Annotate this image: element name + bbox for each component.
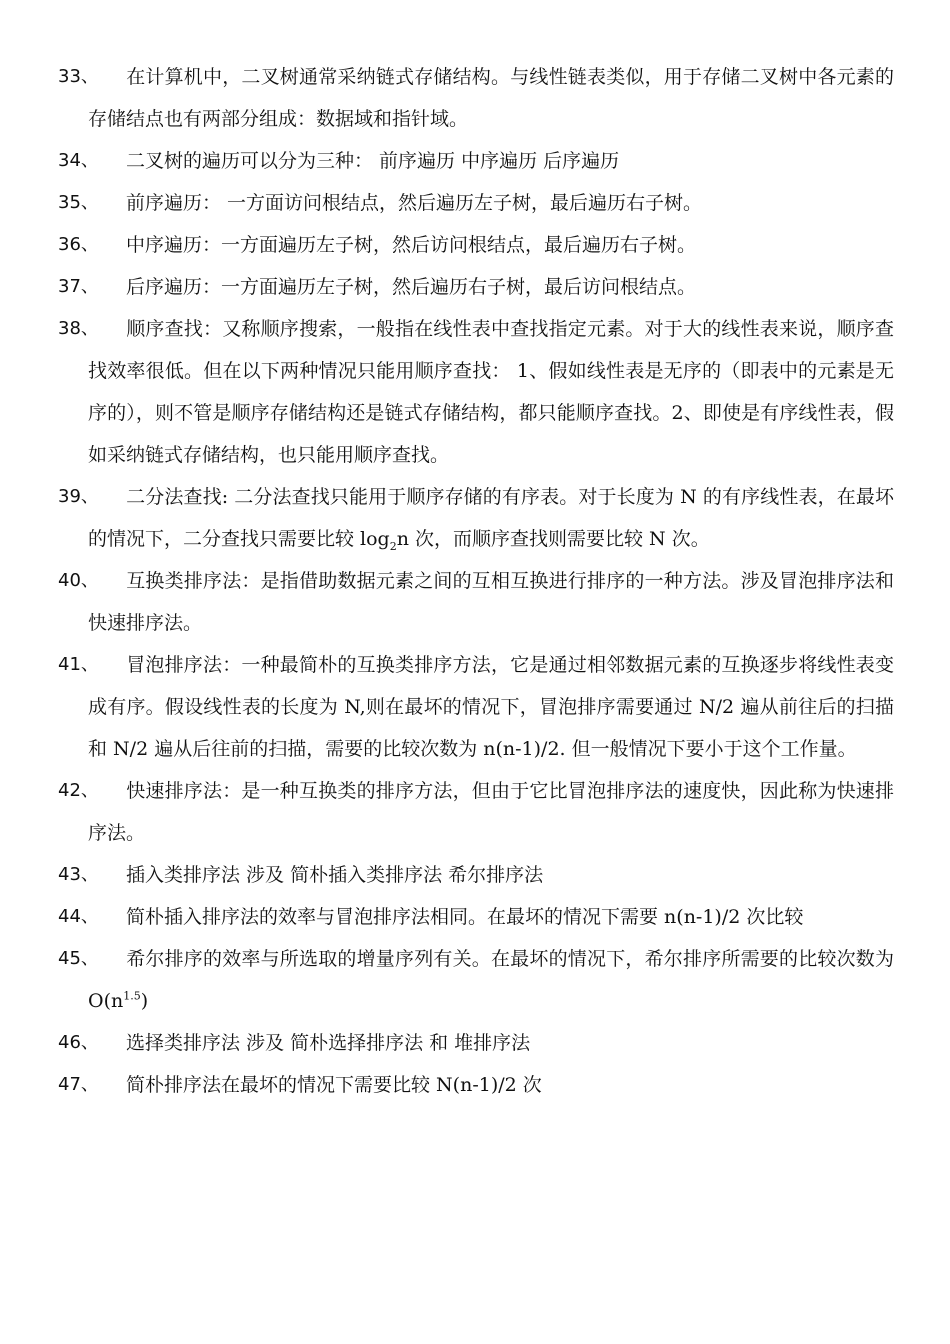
list-item xyxy=(58,644,894,770)
item-number: 34、 xyxy=(58,150,99,171)
item-number: 35、 xyxy=(58,192,99,213)
list-item xyxy=(58,182,894,224)
item-number: 45、 xyxy=(58,948,99,969)
item-text: 中序遍历：一方面遍历左子树，然后访问根结点，最后遍历右子树。 xyxy=(126,234,697,256)
item-text: 简朴排序法在最坏的情况下需要比较 N(n-1)/2 次 xyxy=(126,1074,542,1096)
item-text-cont: ) xyxy=(140,990,149,1012)
item-text: 互换类排序法：是指借助数据元素之间的互相互换进行排序的一种方法。涉及冒泡排序法和 快速排序法。 xyxy=(88,570,894,634)
list-item xyxy=(58,224,894,266)
numbered-list xyxy=(58,56,894,1106)
list-item xyxy=(58,896,894,938)
item-number: 40、 xyxy=(58,570,99,591)
list-item xyxy=(58,560,894,644)
item-number: 46、 xyxy=(58,1032,99,1053)
superscript: 1.5 xyxy=(123,989,141,1003)
item-number: 37、 xyxy=(58,276,99,297)
item-text: 快速排序法：是一种互换类的排序方法，但由于它比冒泡排序法的速度快，因此称为快速排序法。 xyxy=(88,780,894,844)
item-number: 41、 xyxy=(58,654,99,675)
item-number: 43、 xyxy=(58,864,99,885)
list-item xyxy=(58,1022,894,1064)
item-number: 47、 xyxy=(58,1074,99,1095)
item-number: 39、 xyxy=(58,486,99,507)
item-text: 冒泡排序法：一种最简朴的互换类排序方法，它是通过相邻数据元素的互换逐步将线性表变成有序。假设线性表的长度为 N,则在最坏的情况下，冒泡排序需要通过 N/2 遍从前往后的扫描和 N/2 遍从后往前的扫描，需要的比较次数为 n(n-1)/2. 但一般情况下要小于这个工作量。 xyxy=(88,654,894,760)
list-item xyxy=(58,476,894,560)
item-text: 顺序查找：又称顺序搜索，一般指在线性表中查找指定元素。对于大的线性表来说，顺序查找效率很低。但在以下两种情况只能用顺序查找： 1、假如线性表是无序的（即表中的元素是无序的），则不管是顺序存储结构还是链式存储结构，都只能顺序查找。2、即使是有序线性表，假如采纳链式存储结构，也只能用顺序查找。 xyxy=(88,318,894,466)
item-number: 44、 xyxy=(58,906,99,927)
list-item xyxy=(58,140,894,182)
list-item xyxy=(58,308,894,476)
item-text: 简朴插入排序法的效率与冒泡排序法相同。在最坏的情况下需要 n(n-1)/2 次比较 xyxy=(126,906,804,928)
list-item xyxy=(58,938,894,1022)
list-item xyxy=(58,1064,894,1106)
item-text: 二分法查找: 二分法查找只能用于顺序存储的有序表。对于长度为 N 的有序线性表，在最坏的情况下，二分查找只需要比较 log xyxy=(88,486,894,550)
item-text: 前序遍历： 一方面访问根结点，然后遍历左子树，最后遍历右子树。 xyxy=(126,192,703,214)
list-item xyxy=(58,770,894,854)
subscript: 2 xyxy=(389,539,397,553)
item-text: 在计算机中，二叉树通常采纳链式存储结构。与线性链表类似，用于存储二叉树中各元素的存储结点也有两部分组成：数据域和指针域。 xyxy=(88,66,894,130)
item-text-cont: n 次，而顺序查找则需要比较 N 次。 xyxy=(396,528,710,550)
item-text: 二叉树的遍历可以分为三种： 前序遍历 中序遍历 后序遍历 xyxy=(126,150,620,172)
item-text: 后序遍历：一方面遍历左子树，然后遍历右子树，最后访问根结点。 xyxy=(126,276,697,298)
list-item xyxy=(58,56,894,140)
item-number: 42、 xyxy=(58,780,99,801)
item-number: 36、 xyxy=(58,234,99,255)
item-number: 33、 xyxy=(58,66,99,87)
item-text: 希尔排序的效率与所选取的增量序列有关。在最坏的情况下，希尔排序所需要的比较次数为 O(n xyxy=(88,948,894,1012)
list-item xyxy=(58,266,894,308)
item-number: 38、 xyxy=(58,318,99,339)
item-text: 选择类排序法 涉及 简朴选择排序法 和 堆排序法 xyxy=(126,1032,531,1054)
item-text: 插入类排序法 涉及 简朴插入类排序法 希尔排序法 xyxy=(126,864,544,886)
list-item xyxy=(58,854,894,896)
